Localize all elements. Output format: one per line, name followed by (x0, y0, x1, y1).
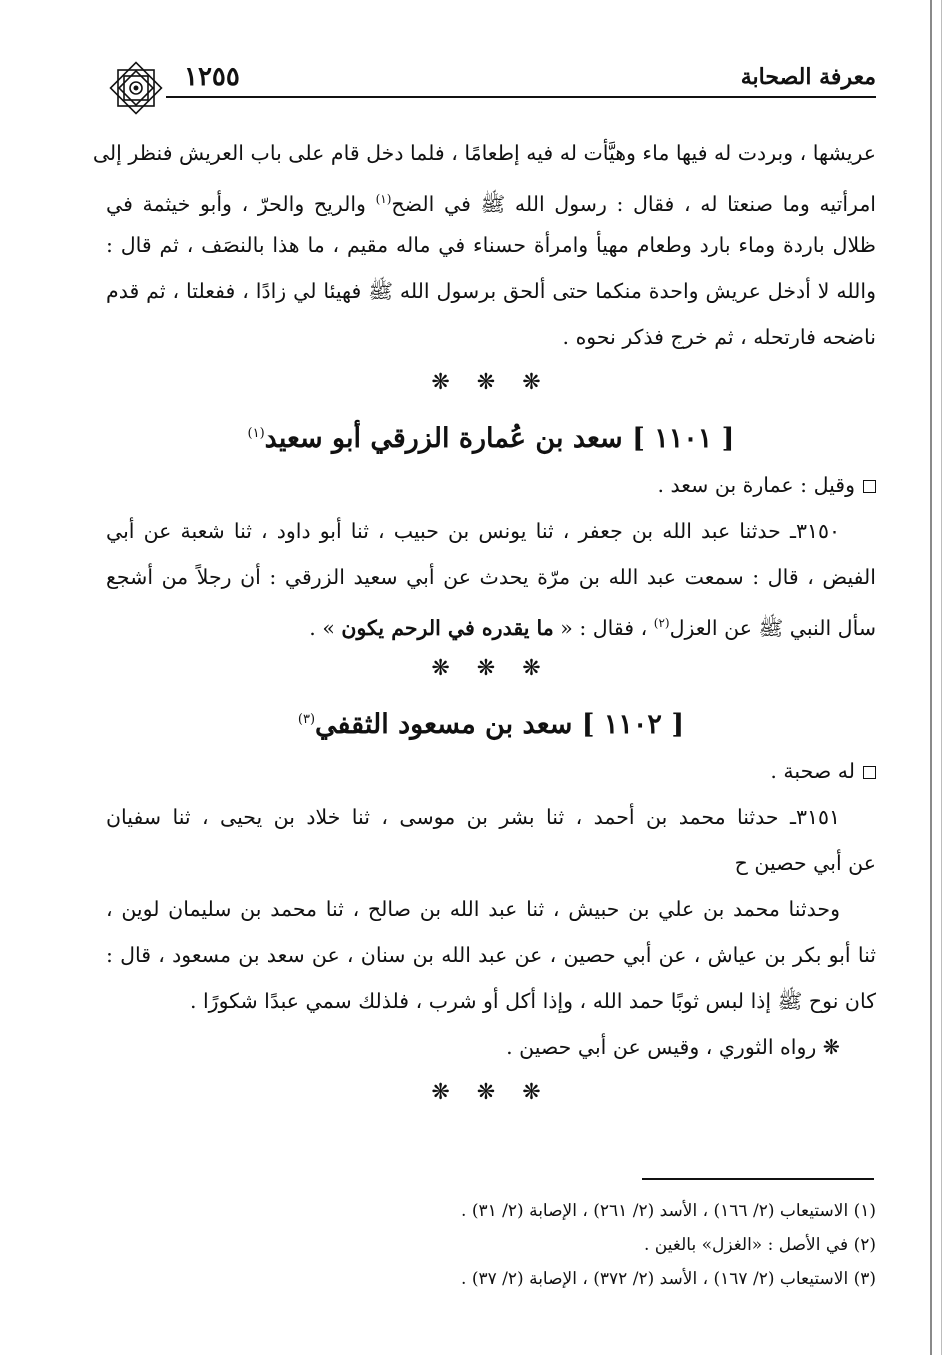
section-separator: ❋ ❋ ❋ (431, 1080, 551, 1105)
footnotes (106, 1194, 876, 1296)
text-segment: سأل النبي ﷺ عن العزل (669, 615, 876, 640)
footnote-rule (642, 1178, 874, 1180)
footnote-ref: (٢) (653, 616, 670, 630)
text-line: عريشها ، وبردت له فيها ماء وهيَّأت له فيه إطعامًا ، فلما دخل قام على باب العريش فنظر إلى (92, 141, 876, 165)
text-line: ظلال باردة وماء بارد وطعام مهيأ وامرأة حسناء في ماله مقيم ، ما هذا بالنصَف ، ثم قال : (106, 233, 876, 257)
heading-text: [ ١١٠١ ] سعد بن عُمارة الزرقي أبو سعيد (264, 423, 735, 454)
text-line: ناضحه فارتحله ، ثم خرج فذكر نحوه . (562, 325, 876, 349)
text-line (106, 176, 876, 222)
page-number: ١٢٥٥ (184, 62, 240, 92)
square-bullet-icon (863, 766, 876, 779)
hadith-line: الفيض ، قال : سمعت عبد الله بن مرّة يحدث عن أبي سعيد الزرقي : أن رجلاً من أشجع (106, 565, 876, 589)
page-edge-line-outer (941, 0, 942, 1355)
footnote-ref: (٣) (297, 712, 316, 727)
entry-heading-1102 (106, 692, 876, 748)
narration-remark: ❋ رواه الثوري ، وقيس عن أبي حصين . (506, 1035, 840, 1059)
footnote-ref: (١) (375, 192, 392, 206)
entry-heading-1101 (106, 406, 876, 462)
footnote: (٢) في الأصل : «الغزل» بالغين . (644, 1235, 876, 1255)
text-segment: ، فقال : « (553, 615, 654, 640)
hadith-line: ثنا أبو بكر بن عياش ، عن أبي حصين ، عن عبد الله بن سنان ، عن سعد بن مسعود ، قال : (106, 943, 876, 967)
main-text (92, 130, 876, 1116)
header-rule (166, 96, 876, 98)
text-line: والله لا أدخل عريش واحدة منكما حتى ألحق برسول الله ﷺ فهيئا لي زادًا ، ففعلتا ، ثم قدم (106, 279, 876, 303)
hadith-line: كان نوح ﷺ إذا لبس ثوبًا حمد الله ، وإذا أكل أو شرب ، فلذلك سمي عبدًا شكورًا . (189, 989, 876, 1013)
entry-note (106, 748, 876, 794)
footnote: (١) الاستيعاب (٢/ ١٦٦) ، الأسد (٢/ ٢٦١) ، الإصابة (٢/ ٣١) . (461, 1201, 876, 1221)
footnote: (٣) الاستيعاب (٢/ ١٦٧) ، الأسد (٢/ ٣٧٢) ، الإصابة (٢/ ٣٧) . (461, 1269, 876, 1289)
heading-text: [ ١١٠٢ ] سعد بن مسعود الثقفي (315, 709, 685, 740)
note-text: وقيل : عمارة بن سعد . (657, 473, 855, 497)
page-edge-line (930, 0, 932, 1355)
hadith-line (106, 600, 876, 646)
note-text: له صحبة . (770, 759, 855, 783)
hadith-line: ٣١٥٠ـ حدثنا عبد الله بن جعفر ، ثنا يونس بن حبيب ، ثنا أبو داود ، ثنا شعبة عن أبي (106, 519, 840, 543)
text-segment: امرأتيه وما صنعتا له ، فقال : رسول الله ﷺ في الضح (391, 191, 876, 216)
page-header (104, 56, 876, 106)
octagon-star-ornament-icon (104, 56, 168, 120)
footnote-ref: (١) (247, 426, 265, 441)
hadith-quote: ما يقدره في الرحم يكون (341, 615, 554, 640)
hadith-line: ٣١٥١ـ حدثنا محمد بن أحمد ، ثنا بشر بن موسى ، ثنا خلاد بن يحيى ، ثنا سفيان (106, 805, 840, 829)
hadith-line: عن أبي حصين ح (734, 851, 876, 875)
text-segment: » . (309, 615, 342, 640)
running-title: معرفة الصحابة (740, 64, 876, 90)
hadith-line: وحدثنا محمد بن علي بن حبيش ، ثنا عبد الله بن صالح ، ثنا محمد بن سليمان لوين ، (106, 897, 840, 921)
square-bullet-icon (863, 480, 876, 493)
text-segment: والريح والحرّ ، وأبو خيثمة في (106, 191, 376, 216)
section-separator: ❋ ❋ ❋ (431, 370, 551, 395)
entry-note (106, 462, 876, 508)
section-separator: ❋ ❋ ❋ (431, 656, 551, 681)
